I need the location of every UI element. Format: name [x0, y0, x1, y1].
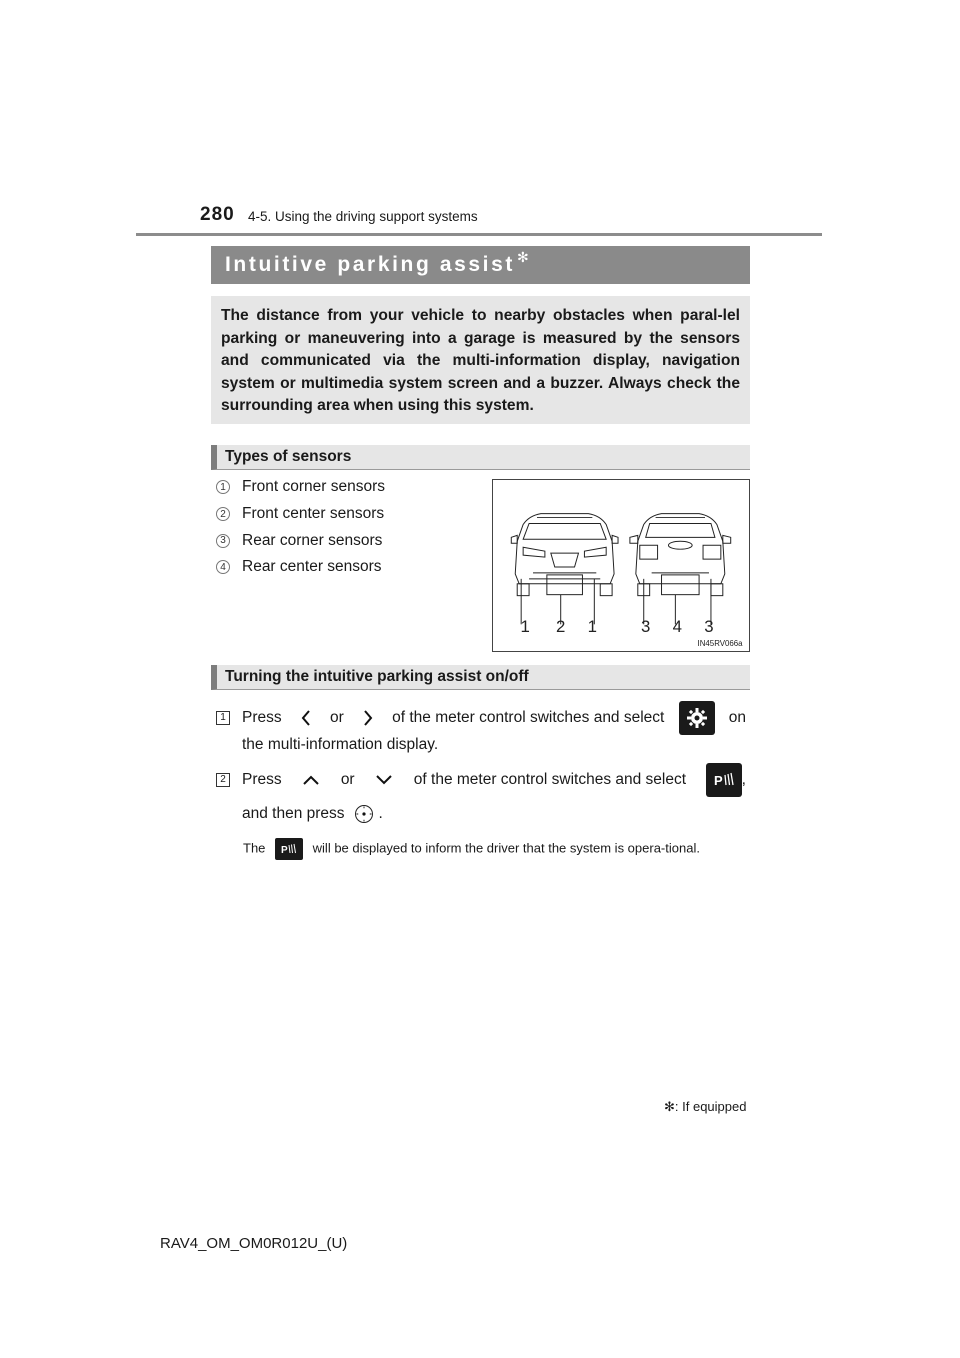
callout-label: 2: [556, 617, 566, 637]
number-badge: 3: [216, 534, 230, 548]
step-text: ,: [741, 771, 746, 788]
sensor-list: [216, 474, 385, 581]
step-text: on: [728, 709, 746, 726]
step-text: and then press: [242, 805, 345, 822]
page-number: 280: [200, 204, 235, 225]
sensor-diagram-svg: [493, 480, 749, 651]
number-badge: 1: [216, 480, 230, 494]
callout-label: 4: [672, 617, 683, 637]
number-badge: 4: [216, 560, 230, 574]
chevron-right-icon: [358, 708, 378, 728]
step-text: Press: [242, 709, 282, 726]
intro-text: The distance from your vehicle to nearby obstacles when paral-lel parking or maneuvering into a garage is measured by the sensors and communicated via the multi-information display, navigation system or multimedia system screen and a buzzer. Always check the surrounding area when using this system.: [221, 307, 740, 414]
step-text: or: [329, 709, 344, 726]
sensor-diagram: [492, 479, 750, 652]
title-bar: [211, 246, 750, 284]
step-number: 1: [216, 711, 230, 725]
footnote: [664, 1099, 746, 1115]
note-the: The: [243, 840, 266, 856]
page-title: Intuitive parking assist: [225, 253, 515, 276]
intro-box: [211, 296, 750, 424]
callout-label: 1: [520, 617, 530, 637]
front-car-drawing: [511, 514, 618, 596]
list-item: [216, 474, 385, 501]
section-label: 4-5. Using the driving support systems: [248, 209, 478, 224]
svg-text:P: P: [713, 773, 723, 788]
ok-button-icon: [355, 805, 373, 823]
title-footnote-mark: ✻: [516, 248, 529, 265]
callout-label: 3: [704, 617, 714, 637]
step-text: of the meter control switches and select: [392, 709, 665, 726]
list-item: [216, 527, 385, 554]
sensor-label: Front center sensors: [242, 505, 385, 523]
note-text: [243, 838, 749, 860]
callout-label: 3: [641, 617, 651, 637]
step-text: Press: [242, 771, 282, 788]
footnote-mark: ✻: [664, 1099, 675, 1114]
settings-gear-icon: [679, 701, 715, 735]
step-2-body: [242, 767, 746, 827]
list-item: [216, 554, 385, 581]
step-text: of the meter control switches and select: [413, 771, 687, 788]
list-item: [216, 501, 385, 528]
footnote-text: : If equipped: [674, 1099, 747, 1114]
sensor-label: Rear center sensors: [242, 558, 382, 576]
parking-assist-icon: [706, 763, 742, 797]
number-badge: 2: [216, 507, 230, 521]
types-of-sensors-heading: Types of sensors: [211, 445, 750, 470]
step-1-body: [242, 705, 746, 758]
chevron-down-icon: [374, 770, 394, 790]
step-text: the multi-information display.: [242, 736, 439, 753]
turning-on-off-heading: Turning the intuitive parking assist on/off: [211, 665, 750, 690]
step-text: or: [340, 771, 355, 788]
rear-car-drawing: [630, 514, 731, 596]
sensor-label: Rear corner sensors: [242, 531, 383, 549]
note-rest: will be displayed to inform the driver that the system is opera-tional.: [312, 840, 700, 856]
step-number: 2: [216, 773, 230, 787]
callout-leaders: [521, 579, 711, 624]
chevron-left-icon: [296, 708, 316, 728]
svg-text:P: P: [281, 845, 288, 856]
header-rule: [136, 233, 822, 236]
sensor-label: Front corner sensors: [242, 478, 385, 496]
footer-document-code: RAV4_OM_OM0R012U_(U): [160, 1235, 348, 1252]
chevron-up-icon: [301, 770, 321, 790]
figure-code: IN45RV066a: [697, 639, 743, 649]
step-text: .: [378, 805, 383, 822]
parking-assist-icon: [275, 838, 303, 860]
callout-label: 1: [587, 617, 598, 637]
